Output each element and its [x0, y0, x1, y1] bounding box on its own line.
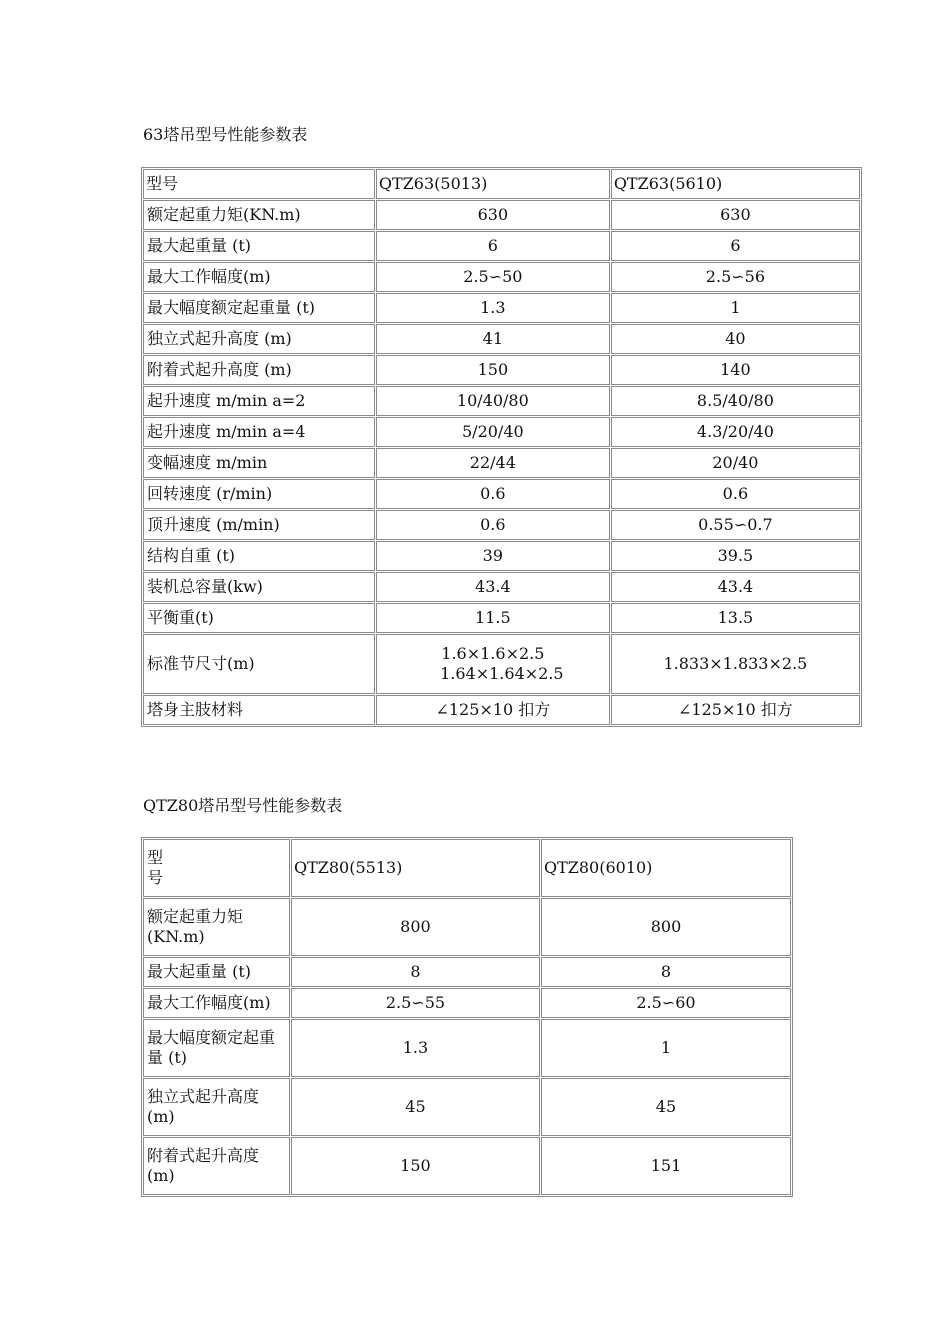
table1-title: 63塔吊型号性能参数表	[143, 125, 308, 144]
header-col1: QTZ63(5013)	[376, 169, 610, 199]
table-row	[143, 1019, 791, 1077]
row-value: ∠125×10 扣方	[376, 695, 610, 725]
row-value: 6	[376, 231, 610, 261]
row-value: 43.4	[611, 572, 860, 602]
row-value: 11.5	[376, 603, 610, 633]
row-label: 最大起重量 (t)	[143, 957, 290, 987]
table-row	[143, 957, 791, 987]
row-value: 6	[611, 231, 860, 261]
row-label: 附着式起升高度 (m)	[143, 1137, 290, 1195]
row-label: 最大幅度额定起重量 (t)	[143, 293, 375, 323]
row-value: 2.5∽60	[541, 988, 791, 1018]
header-label: 型号	[143, 169, 375, 199]
row-value: 140	[611, 355, 860, 385]
table-row	[143, 200, 860, 230]
table-row	[143, 695, 860, 725]
row-value: 4.3/20/40	[611, 417, 860, 447]
row-value: 1.833×1.833×2.5	[611, 634, 860, 694]
row-value: 39	[376, 541, 610, 571]
row-label: 塔身主肢材料	[143, 695, 375, 725]
row-value: 0.6	[611, 479, 860, 509]
row-value: 1.6×1.6×2.5 1.64×1.64×2.5	[376, 634, 610, 694]
row-value: 45	[541, 1078, 791, 1136]
header-col2: QTZ80(6010)	[541, 839, 791, 897]
table-row	[143, 417, 860, 447]
row-value: 13.5	[611, 603, 860, 633]
row-value: 0.6	[376, 479, 610, 509]
row-value: 8.5/40/80	[611, 386, 860, 416]
row-value: 1.3	[291, 1019, 540, 1077]
row-value: 20/40	[611, 448, 860, 478]
header-col2: QTZ63(5610)	[611, 169, 860, 199]
row-value: 1	[611, 293, 860, 323]
table-row	[143, 1078, 791, 1136]
qtz63-spec-table	[141, 167, 862, 727]
row-value: 1	[541, 1019, 791, 1077]
row-value: 1.3	[376, 293, 610, 323]
row-label: 最大工作幅度(m)	[143, 262, 375, 292]
row-label: 平衡重(t)	[143, 603, 375, 633]
row-value: ∠125×10 扣方	[611, 695, 860, 725]
table-header-row	[143, 839, 791, 897]
table2-title: QTZ80塔吊型号性能参数表	[143, 796, 343, 815]
row-value: 22/44	[376, 448, 610, 478]
row-label: 独立式起升高度 (m)	[143, 1078, 290, 1136]
row-value: 150	[291, 1137, 540, 1195]
table-row	[143, 541, 860, 571]
row-label: 附着式起升高度 (m)	[143, 355, 375, 385]
table-row	[143, 448, 860, 478]
row-value: 43.4	[376, 572, 610, 602]
row-label: 标准节尺寸(m)	[143, 634, 375, 694]
row-value: 8	[541, 957, 791, 987]
table-row	[143, 634, 860, 694]
row-label: 结构自重 (t)	[143, 541, 375, 571]
row-value: 10/40/80	[376, 386, 610, 416]
row-label: 装机总容量(kw)	[143, 572, 375, 602]
table-row	[143, 355, 860, 385]
row-value: 630	[376, 200, 610, 230]
row-label: 最大幅度额定起重 量 (t)	[143, 1019, 290, 1077]
row-label: 最大起重量 (t)	[143, 231, 375, 261]
table-row	[143, 386, 860, 416]
row-value: 8	[291, 957, 540, 987]
row-label: 起升速度 m/min a=4	[143, 417, 375, 447]
row-value: 800	[541, 898, 791, 956]
row-value: 40	[611, 324, 860, 354]
row-label: 回转速度 (r/min)	[143, 479, 375, 509]
qtz80-spec-table	[141, 837, 793, 1197]
table-row	[143, 898, 791, 956]
row-value: 0.55∽0.7	[611, 510, 860, 540]
row-value: 5/20/40	[376, 417, 610, 447]
row-label: 顶升速度 (m/min)	[143, 510, 375, 540]
row-value: 2.5∽50	[376, 262, 610, 292]
table-row	[143, 572, 860, 602]
table-header-row	[143, 169, 860, 199]
row-value: 150	[376, 355, 610, 385]
table-row	[143, 603, 860, 633]
row-label: 额定起重力矩(KN.m)	[143, 200, 375, 230]
row-value: 630	[611, 200, 860, 230]
header-label: 型 号	[143, 839, 290, 897]
row-value: 45	[291, 1078, 540, 1136]
table-row	[143, 231, 860, 261]
table-row	[143, 324, 860, 354]
table-row	[143, 262, 860, 292]
table-row	[143, 1137, 791, 1195]
row-value: 0.6	[376, 510, 610, 540]
row-value: 41	[376, 324, 610, 354]
table-row	[143, 988, 791, 1018]
table-row	[143, 293, 860, 323]
row-value: 800	[291, 898, 540, 956]
row-value: 151	[541, 1137, 791, 1195]
row-value: 2.5∽55	[291, 988, 540, 1018]
row-label: 变幅速度 m/min	[143, 448, 375, 478]
row-label: 独立式起升高度 (m)	[143, 324, 375, 354]
row-label: 额定起重力矩 (KN.m)	[143, 898, 290, 956]
row-value: 39.5	[611, 541, 860, 571]
row-value: 2.5∽56	[611, 262, 860, 292]
header-col1: QTZ80(5513)	[291, 839, 540, 897]
row-label: 起升速度 m/min a=2	[143, 386, 375, 416]
row-label: 最大工作幅度(m)	[143, 988, 290, 1018]
table-row	[143, 510, 860, 540]
table-row	[143, 479, 860, 509]
